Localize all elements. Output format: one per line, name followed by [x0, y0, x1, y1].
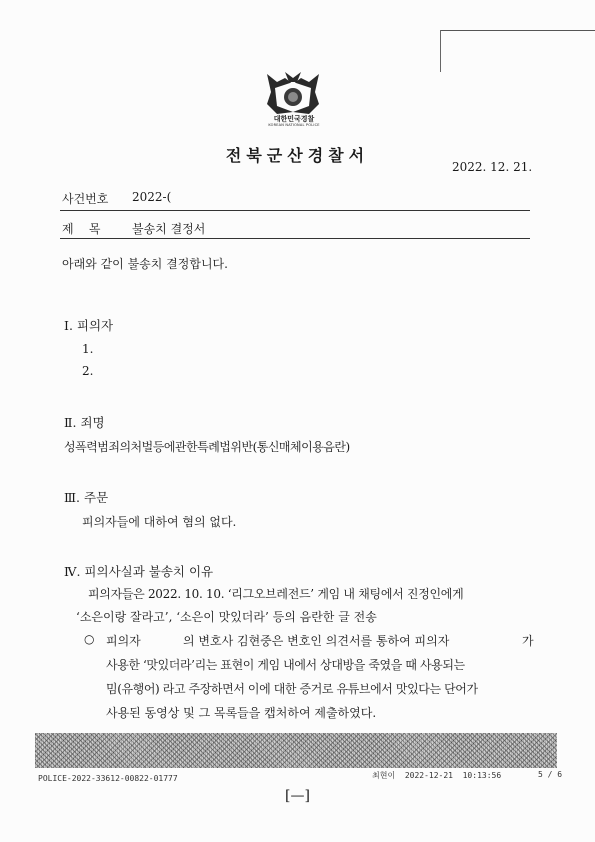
charge-text: 성폭력범죄의처벌등에관한특례법위반(통신매체이용음란)	[64, 440, 350, 454]
case-number-label: 사건번호	[62, 192, 109, 206]
body-paragraph: ‘소은이랑 잘라고’, ‘소은이 맛있더라’ 등의 음란한 글 전송	[76, 610, 377, 624]
body-paragraph: 밈(유행어) 라고 주장하면서 이에 대한 증거로 유튜브에서 맛있다는 단어가	[106, 682, 478, 696]
viewer-stamp: 최현이 2022-12-21 10:13:56	[372, 771, 502, 780]
suspect-item-2: 2.	[82, 364, 94, 378]
page-number: 5 / 6	[538, 770, 563, 779]
disposition-text: 피의자들에 대하여 혐의 없다.	[82, 515, 237, 529]
section-heading: Ⅳ. 피의사실과 불송치 이유	[64, 564, 214, 579]
suspect-item-1: 1.	[82, 342, 94, 356]
body-paragraph: 피의자들은 2022. 10. 10. ‘리그오브레전드’ 게임 내 채팅에서 진정인에게	[88, 587, 464, 601]
section-heading: Ⅲ. 주문	[64, 490, 109, 505]
body-paragraph: 사용된 동영상 및 그 목록들을 캡처하여 제출하였다.	[106, 706, 377, 720]
document-date: 2022. 12. 21.	[452, 160, 533, 174]
bottom-page-mark: [—]	[285, 788, 310, 804]
divider	[60, 238, 530, 239]
section-heading: Ⅱ. 죄명	[64, 415, 105, 430]
bullet-mark: ○	[84, 632, 95, 646]
emblem-subtitle: KOREAN NATIONAL POLICE	[268, 123, 320, 127]
body-paragraph: 의 변호사 김현중은 변호인 의견서를 통하여 피의자	[183, 634, 450, 648]
scan-edge-line	[440, 30, 595, 31]
subject-value: 불송치 결정서	[132, 222, 206, 236]
document-id: POLICE-2022-33612-00822-01777	[38, 774, 178, 783]
scan-noise-band	[35, 733, 557, 768]
section-heading: Ⅰ. 피의자	[64, 318, 114, 333]
body-paragraph: 피의자	[106, 634, 141, 648]
subject-label: 제 목	[62, 222, 101, 236]
office-title: 전북군산경찰서	[225, 146, 370, 165]
scan-edge-line	[440, 30, 441, 72]
divider	[60, 210, 530, 211]
intro-text: 아래와 같이 불송치 결정합니다.	[62, 257, 228, 271]
case-number-value: 2022-(	[132, 190, 172, 204]
body-paragraph: 가	[522, 634, 534, 648]
emblem-title: 대한민국경찰	[273, 115, 315, 123]
body-paragraph: 사용한 ‘맛있더라’리는 표현이 게임 내에서 상대방을 죽였을 때 사용되는	[106, 658, 465, 672]
